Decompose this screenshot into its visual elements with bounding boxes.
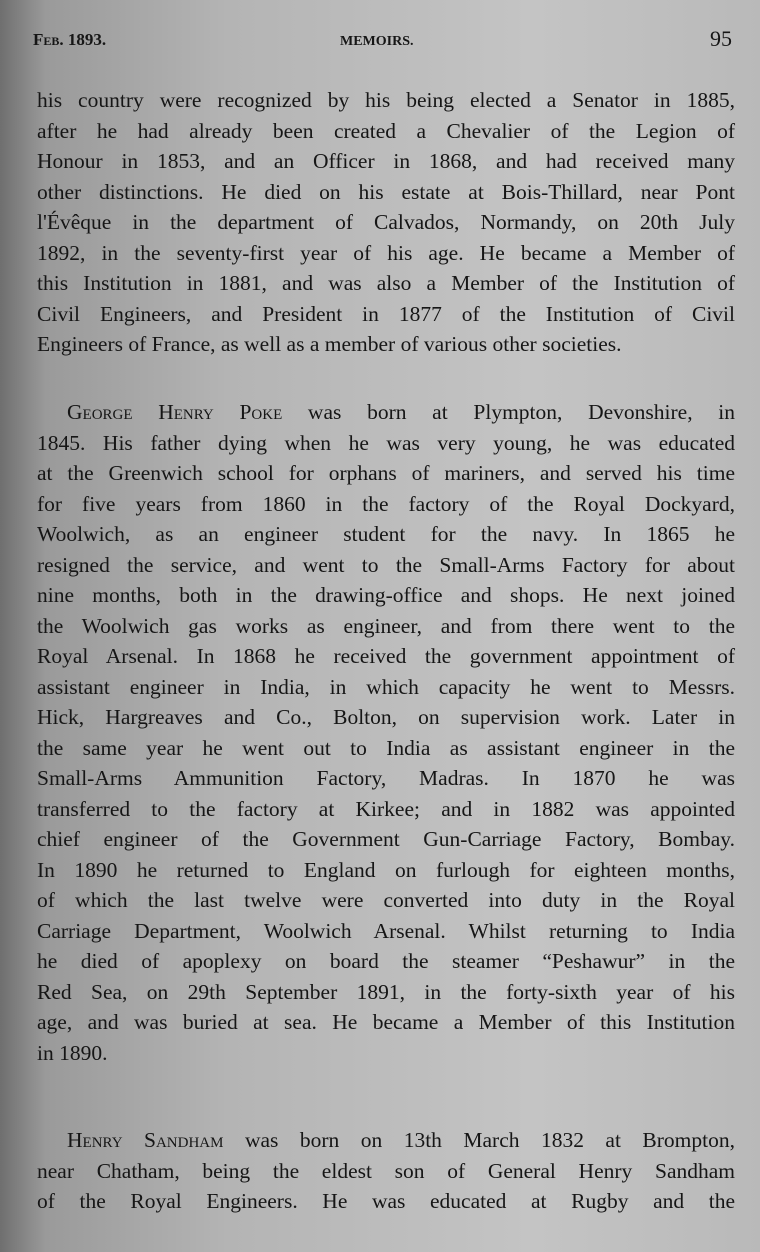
text-line: he died of apoplexy on board the steamer “Peshawur” in the xyxy=(37,949,735,973)
text-line: after he had already been created a Chevalier of the Legion of xyxy=(37,118,735,143)
paragraph-george-henry-poke xyxy=(37,397,735,1068)
text-line: in 1890. xyxy=(37,1040,108,1065)
text-line: assistant engineer in India, in which capacity he went to Messrs. xyxy=(37,674,735,699)
text-line: of which the last twelve were converted into duty in the Royal xyxy=(37,888,735,912)
running-header-date: Feb. 1893. xyxy=(33,30,107,49)
text-line: Engineers of France, as well as a member of various other societies. xyxy=(37,332,622,356)
text-line: for five years from 1860 in the factory of the Royal Dockyard, xyxy=(37,491,735,516)
paragraph-1 xyxy=(37,85,735,360)
text-line: the same year he went out to India as assistant engineer in the xyxy=(37,735,735,760)
text-line: Woolwich, as an engineer student for the navy. In 1865 he xyxy=(37,522,735,546)
text-line: l'Évêque in the department of Calvados, Normandy, on 20th July xyxy=(37,210,735,234)
text-line: age, and was buried at sea. He became a Member of this Institution xyxy=(37,1010,735,1034)
person-name: George Henry Poke xyxy=(67,400,283,424)
text-line: other distinctions. He died on his estate at Bois-Thillard, near Pont xyxy=(37,179,735,204)
text-line: resigned the service, and went to the Small-Arms Factory for about xyxy=(37,552,735,577)
text-line: Civil Engineers, and President in 1877 of the Institution of Civil xyxy=(37,301,735,326)
text-line: Royal Arsenal. In 1868 he received the government appointment of xyxy=(37,644,735,668)
text-line: Red Sea, on 29th September 1891, in the forty-sixth year of his xyxy=(37,979,735,1004)
text-line: chief engineer of the Government Gun-Carriage Factory, Bombay. xyxy=(37,827,735,851)
text-line: Honour in 1853, and an Officer in 1868, and had received many xyxy=(37,149,735,173)
text-line: In 1890 he returned to England on furlough for eighteen months, xyxy=(37,857,735,882)
line-text: was born at Plympton, Devonshire, in xyxy=(282,400,735,424)
person-name: Henry Sandham xyxy=(67,1128,224,1152)
text-line: the Woolwich gas works as engineer, and from there went to the xyxy=(37,613,735,638)
text-line xyxy=(37,1125,735,1156)
line-text: was born on 13th March 1832 at Brompton, xyxy=(223,1128,735,1152)
paragraph-henry-sandham xyxy=(37,1125,735,1217)
page-number: 95 xyxy=(710,26,732,51)
text-line: 1892, in the seventy-first year of his age. He became a Member of xyxy=(37,240,735,265)
text-line: of the Royal Engineers. He was educated at Rugby and the xyxy=(37,1189,735,1213)
text-line: near Chatham, being the eldest son of General Henry Sandham xyxy=(37,1158,735,1183)
text-line: Carriage Department, Woolwich Arsenal. Whilst returning to India xyxy=(37,918,735,943)
text-line: his country were recognized by his being elected a Senator in 1885, xyxy=(37,88,735,112)
text-line: Hick, Hargreaves and Co., Bolton, on supervision work. Later in xyxy=(37,705,735,729)
text-line: nine months, both in the drawing-office and shops. He next joined xyxy=(37,583,735,607)
running-header-title: MEMOIRS. xyxy=(340,34,414,49)
text-line: at the Greenwich school for orphans of mariners, and served his time xyxy=(37,461,735,485)
text-line: Small-Arms Ammunition Factory, Madras. In 1870 he was xyxy=(37,766,735,790)
text-line xyxy=(37,397,735,428)
text-line: transferred to the factory at Kirkee; and in 1882 was appointed xyxy=(37,796,735,821)
text-line: 1845. His father dying when he was very young, he was educated xyxy=(37,430,735,455)
text-line: this Institution in 1881, and was also a Member of the Institution of xyxy=(37,271,735,295)
